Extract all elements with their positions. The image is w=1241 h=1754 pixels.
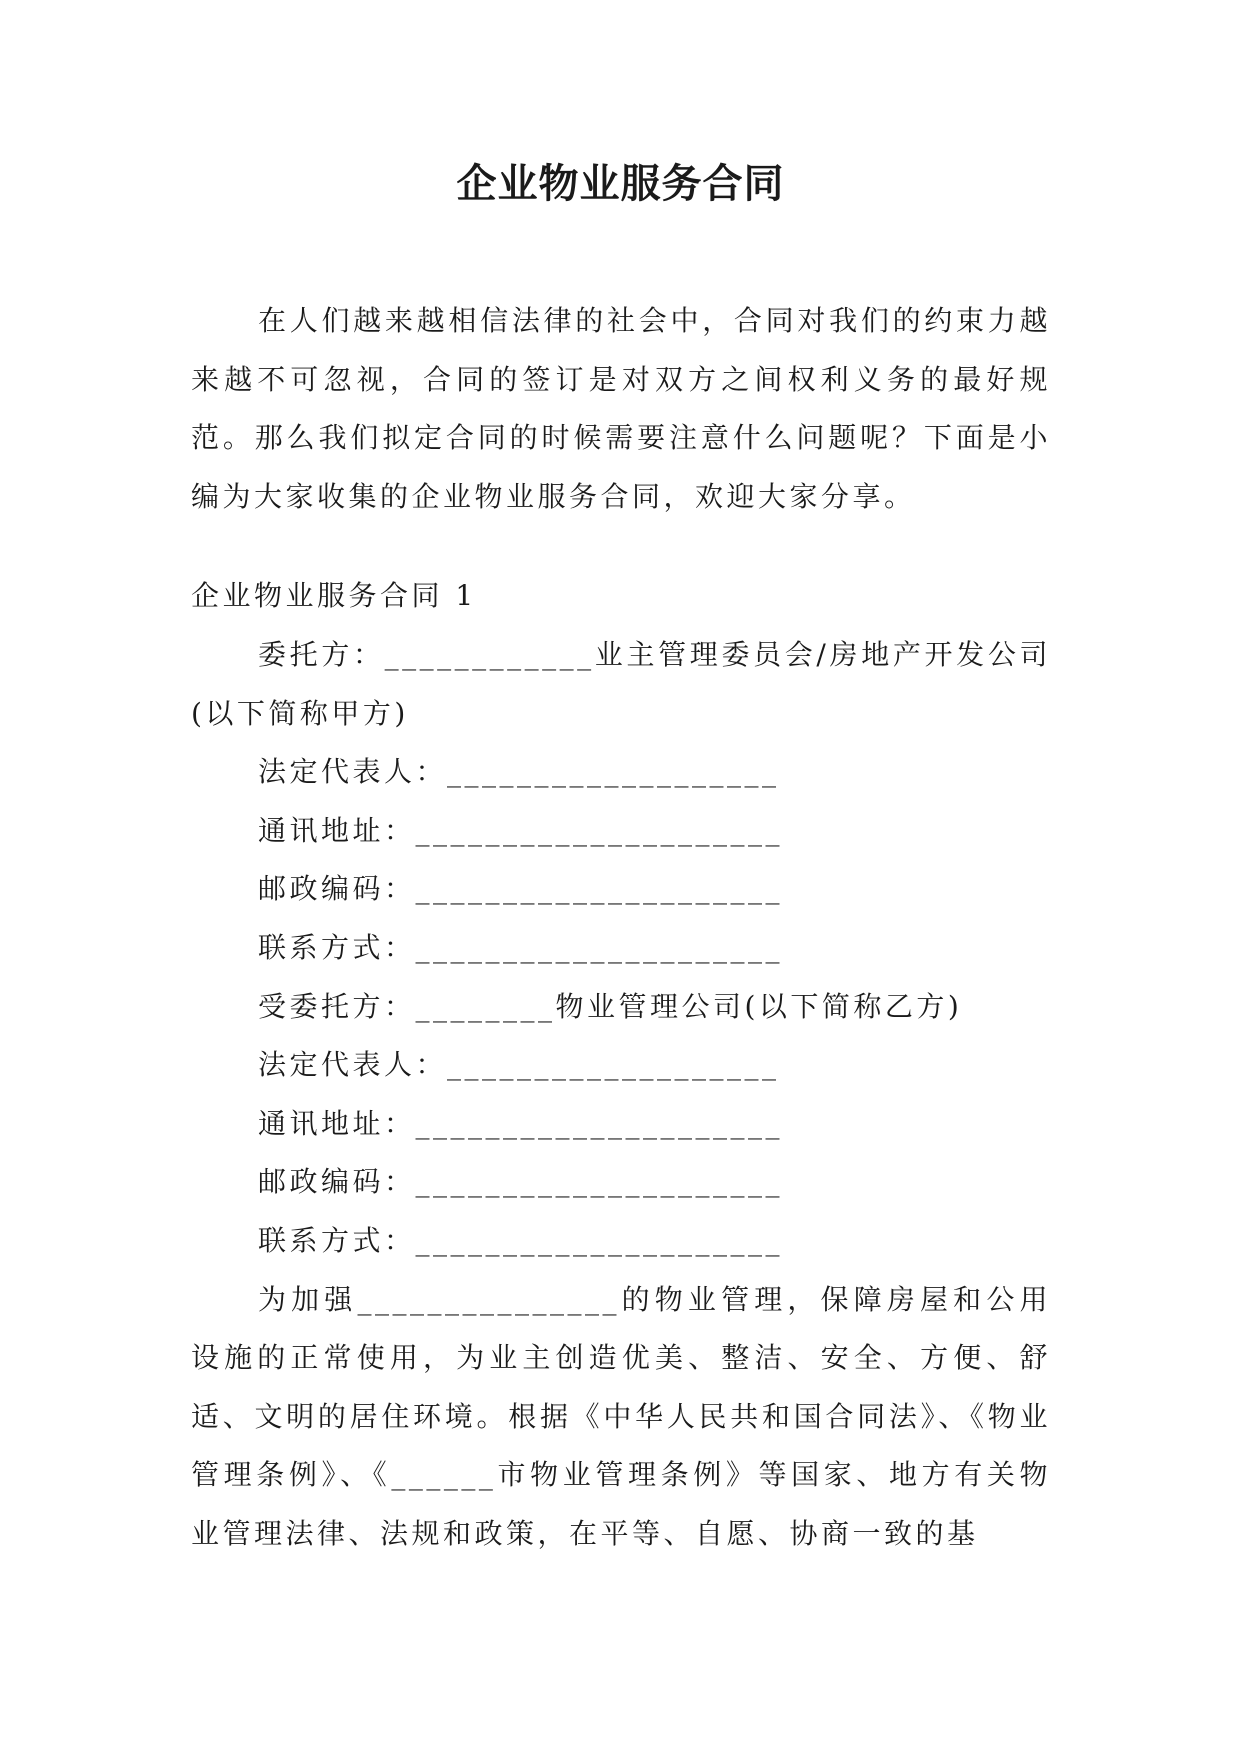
party-a-address: 通讯地址：_____________________ (258, 813, 784, 847)
party-b-legal-rep: 法定代表人：___________________ (258, 1048, 780, 1082)
intro-paragraph: 在人们越来越相信法律的社会中，合同对我们的约束力越来越不可忽视，合同的签订是对双方之间权利义务的最好规范。那么我们拟定合同的时候需要注意什么问题呢？下面是小编为大家收集的企业物业服务合同，欢迎大家分享。 (191, 304, 1051, 513)
party-a-contact: 联系方式：_____________________ (258, 930, 784, 964)
party-b-agent: 受委托方：________物业管理公司(以下简称乙方) (258, 989, 963, 1023)
purpose-paragraph: 为加强_______________的物业管理，保障房屋和公用设施的正常使用，为业主创造优美、整洁、安全、方便、舒适、文明的居住环境。根据《中华人民共和国合同法》、《物业管理条例》、《______市物业管理条例》等国家、地方有关物业管理法律、法规和政策，在平等、自愿、协商一致的基 (191, 1282, 1051, 1550)
document-title: 企业物业服务合同 (456, 160, 785, 207)
party-b-postal-code: 邮政编码：_____________________ (258, 1165, 784, 1199)
section-heading: 企业物业服务合同 1 (191, 579, 477, 613)
party-a-principal: 委托方：____________业主管理委员会/房地产开发公司(以下简称甲方) (191, 637, 1051, 730)
document-body (191, 292, 1051, 1563)
party-a-legal-rep: 法定代表人：___________________ (258, 755, 780, 789)
party-a-postal-code: 邮政编码：_____________________ (258, 872, 784, 906)
party-b-address: 通讯地址：_____________________ (258, 1106, 784, 1140)
party-b-contact: 联系方式：_____________________ (258, 1223, 784, 1257)
